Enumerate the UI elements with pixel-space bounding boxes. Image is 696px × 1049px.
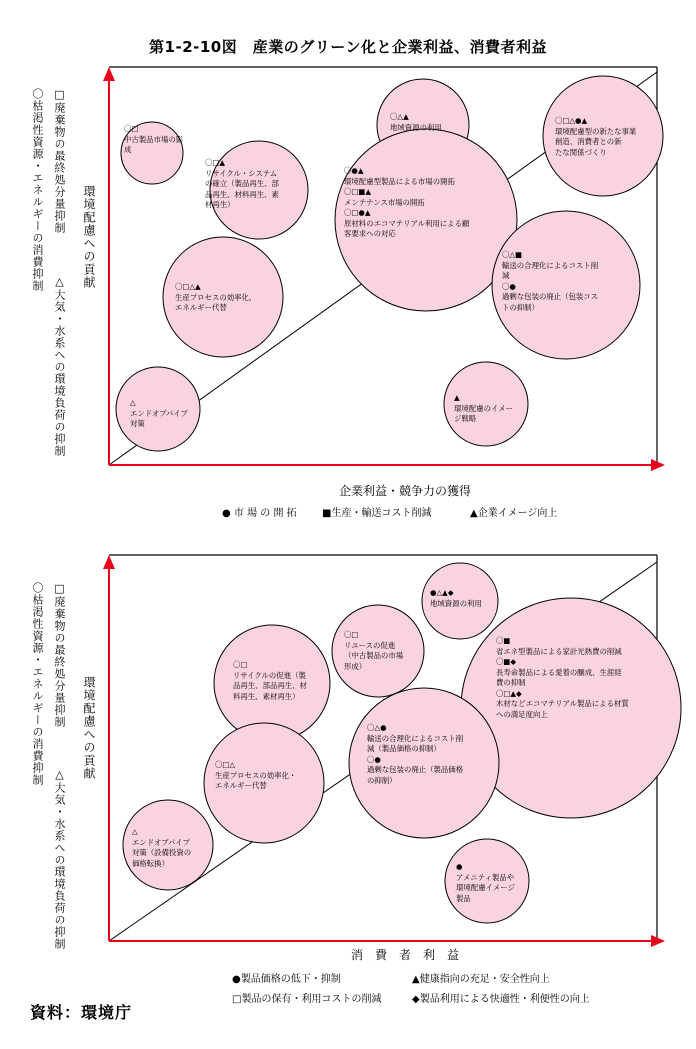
- bubble-text-transport-packaging: 〇△■ 輸送の合理化によるコスト削 減 〇● 過剰な包装の廃止（包装コス トの抑制）: [502, 250, 599, 312]
- legend-2-comfort: ◆製品利用による快適性・利便性の向上: [412, 994, 590, 1005]
- y-axis-label-1: 環境配慮への貢献: [82, 185, 96, 289]
- left-label-resources-1: 〇枯渇性資源・エネルギーの消費抑制: [31, 88, 44, 292]
- x-axis-arrow: [651, 935, 665, 947]
- left-label-resources-2: 〇枯渇性資源・エネルギーの消費抑制: [31, 582, 44, 786]
- bubble-text-reuse: 〇□ リユースの促進 （中古製品の市場 形成）: [344, 630, 404, 671]
- y-axis-label-2: 環境配慮への貢献: [82, 676, 96, 780]
- legend-2-health: ▲健康指向の充足・安全性向上: [412, 974, 550, 985]
- bubble-text-used-market: 〇□ 中古製品市場の影 成: [124, 124, 184, 154]
- bubble-text-process-efficiency: 〇□△▲ 生産プロセスの効率化、 エネルギー代替: [175, 282, 257, 312]
- legend-1-market: ● 市 場 の 開 拓: [222, 508, 297, 519]
- source-note: 資料：環境庁: [30, 1003, 133, 1022]
- bubble-text-recycling: 〇□ リサイクルの促進（製 品再生、部品再生、材 料再生、素材再生）: [233, 660, 307, 701]
- legend-2-ownership: □製品の保有・利用コストの削減: [232, 994, 382, 1005]
- bubble-text-end-of-pipe: △ エンドオブパイプ 対策: [130, 398, 188, 428]
- x-axis-label-1: 企業利益・競争力の獲得: [338, 484, 471, 498]
- bubble-text-amenity: ● アメニティ製品や 環境配慮イメージ 製品: [456, 862, 515, 903]
- bubble-text-end-of-pipe-2: △ エンドオブパイプ 対策（設備投資の 価格転換）: [132, 827, 192, 868]
- legend-2-price: ●製品価格の低下・抑制: [232, 974, 341, 985]
- left-label-air-water-2: △大気・水系への環境負荷の抑制: [53, 768, 66, 950]
- bubble-text-energy-saving: 〇■ 省エネ型製品による家計光熱費の削減 〇■◆ 長寿命製品による愛着の醸成、生涯経 費の抑制 〇□▲◆ 木材などエコマテリアル製品による材質 への満足度向上: [496, 636, 629, 719]
- legend-1-cost: ■生産・輸送コスト削減: [322, 508, 432, 519]
- bubble-text-eco-products: 〇●▲ 環境配慮型製品による市場の開拓 〇□■▲ メンテナンス市場の開拓 〇□●▲ 原材料のエコマテリアル利用による顧 客要求への対応: [344, 166, 470, 238]
- left-label-air-water-1: △大気・水系への環境負荷の抑制: [53, 275, 66, 457]
- left-label-waste-2: □廃棄物の最終処分量抑制: [53, 582, 66, 728]
- legend-1-image: ▲企業イメージ向上: [470, 508, 558, 519]
- bubble-text-local-resources: 〇△▲ 地域資源の利用: [390, 112, 442, 132]
- bubble-text-process-2: 〇□△ 生産プロセスの効率化・ エネルギー代替: [215, 760, 297, 790]
- bubble-text-transport-2: 〇△● 輸送の合理化によるコスト削 減（製品価格の抑制） 〇● 過剰な包装の廃止（製品価格 の抑制）: [367, 723, 464, 785]
- bubble-text-image-strategy: ▲ 環境配慮のイメー ジ戦略: [454, 393, 514, 423]
- left-label-waste-1: □廃棄物の最終処分量抑制: [53, 88, 66, 234]
- bubble-text-local-resources-2: ●△▲◆ 地域資源の利用: [430, 588, 482, 608]
- figure-title: 第1-2-10図 産業のグリーン化と企業利益、消費者利益: [149, 38, 547, 56]
- y-axis-arrow: [103, 555, 115, 569]
- bubble-text-recycling-system: 〇□▲ リサイクル・システム の確立（製品再生、部 品再生、材料再生、素 材再生）: [205, 158, 279, 209]
- x-axis-label-2: 消 費 者 利 益: [350, 948, 459, 962]
- bubble-text-new-business: 〇□△●▲ 環境配慮型の新たな事業 創造、消費者との新 たな関係づくり: [555, 116, 637, 157]
